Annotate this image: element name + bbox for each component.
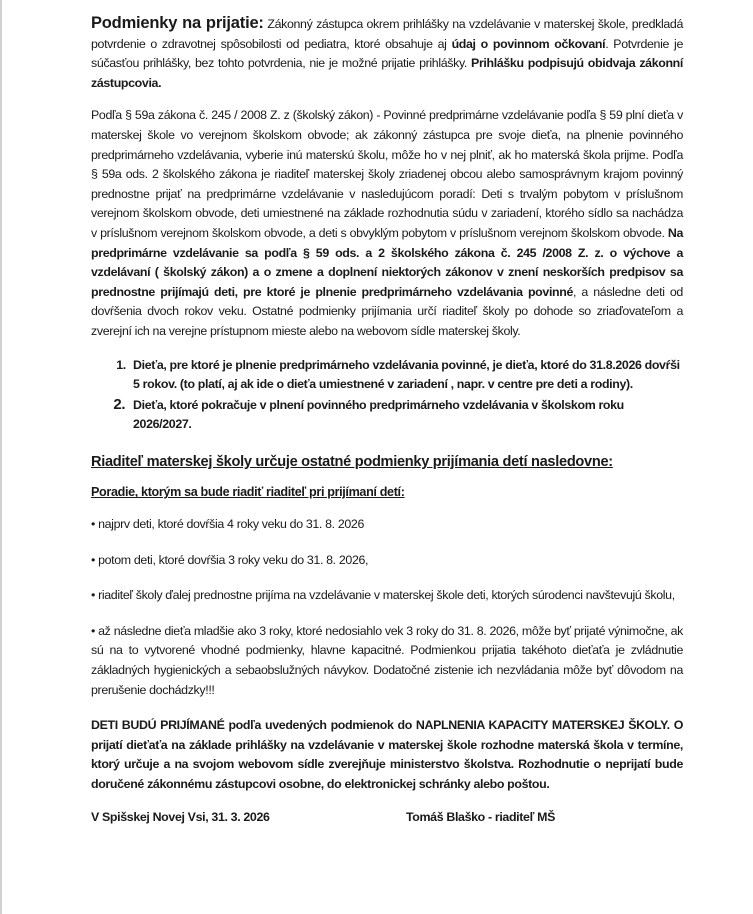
legal-bold-text: Na predprimárne vzdelávanie sa podľa § 59 ods. a 2 školského zákona č. 245 /2008 Z. z. o výchove a vzdelávaní ( školský zákon) a o zmene a doplnení niektorých zákonov v znení neskorších predpisov sa prednostne prijímajú deti, pre ktoré je plnenie predprimárneho vzdelávania povinné xyxy=(91,225,683,299)
signature: Tomáš Blaško - riaditeľ MŠ xyxy=(406,809,555,824)
place-date: V Spišskej Novej Vsi, 31. 3. 2026 xyxy=(91,809,270,824)
bullet-item: • riaditeľ školy ďalej prednostne prijíma na vzdelávanie v materskej škole deti, ktorých súrodenci navštevujú školu, xyxy=(91,588,675,603)
mandatory-children-list xyxy=(91,356,683,435)
document-page xyxy=(91,14,683,827)
list-item: 1. Dieťa, pre ktoré je plnenie predprimárneho vzdelávania povinné, je dieťa, ktoré do 31.8.2026 dovŕši 5 rokov. (to platí, aj ak ide o dieťa umiestnené v zariadení , napr. v centre pre deti a rodiny). xyxy=(129,356,683,395)
bullet-item: • najprv deti, ktoré dovŕšia 4 roky veku do 31. 8. 2026 xyxy=(91,517,364,532)
document-footer xyxy=(91,808,683,828)
page-left-border xyxy=(0,0,2,914)
intro-paragraph: Podmienky na prijatie: Zákonný zástupca okrem prihlášky na vzdelávanie v materskej škole, predkladá potvrdenie o zdravotnej spôsobilosti od pediatra, ktoré obsahuje aj údaj o povinnom očkovaní. Potvrdenie je súčasťou prihlášky, bez tohto potvrdenia, nie je možné prijatie prihlášky. Prihlášku podpisujú obidvaja zákonní zástupcovia. xyxy=(91,14,683,90)
legal-paragraph: Podľa § 59a zákona č. 245 / 2008 Z. z (školský zákon) - Povinné predprimárne vzdelávanie podľa § 59 plní dieťa v materskej škole vo verejnom školskom obvode; ak zákonný zástupca pre svoje dieťa, na plnenie povinného predprimárneho vzdelávania, vyberie inú materskú školu, môže ho v nej plniť, ak ho materská škola prijme. Podľa § 59a ods. 2 školského zákona je riaditeľ materskej školy zriadenej obcou alebo samosprávnym krajom povinný prednostne prijať na predprimárne vzdelávanie v nasledujúcom poradí: Deti s trvalým pobytom v príslušnom verejnom školskom obvode, deti umiestnené na základe rozhodnutia súdu v zariadení, ktorého sídlo sa nachádza v príslušnom verejnom školskom obvode, a deti s obvyklým pobytom v príslušnom verejnom školskom obvode. Na predprimárne vzdelávanie sa podľa § 59 ods. a 2 školského zákona č. 245 /2008 Z. z. o výchove a vzdelávaní ( školský zákon) a o zmene a doplnení niektorých zákonov v znení neskorších predpisov sa prednostne prijímajú deti, pre ktoré je plnenie predprimárneho vzdelávania povinné, a následne deti od dovŕšenia dvoch rokov veku. Ostatné podmienky prijímania určí riaditeľ školy po dohode so zriaďovateľom a zverejní ich na verejne prístupnom mieste alebo na webovom sídle materskej školy. xyxy=(91,108,683,338)
section-subheading: Poradie, ktorým sa bude riadiť riaditeľ pri prijímaní detí: xyxy=(91,485,405,500)
bullet-item: • až následne dieťa mladšie ako 3 roky, ktoré nedosiahlo vek 3 roky do 31. 8. 2026, môže byť prijaté výnimočne, ak sú na to vytvorené vhodné podmienky, hlavne kapacitné. Podmienkou prijatia takéhoto dieťaťa je zvládnutie základných hygienických a sebaobslužných návykov. Dodatočné zistenie ich nezvládania môže byť dôvodom na prerušenie dochádzky!!! xyxy=(91,623,683,697)
vaccination-note: údaj o povinnom očkovaní xyxy=(451,36,606,51)
intro-title: Podmienky na prijatie: xyxy=(91,14,264,32)
bullet-item: • potom deti, ktoré dovŕšia 3 roky veku do 31. 8. 2026, xyxy=(91,552,369,567)
closing-paragraph: DETI BUDÚ PRIJÍMANÉ podľa uvedených podmienok do NAPLNENIA KAPACITY MATERSKEJ ŠKOLY. O prijatí dieťaťa na základe prihlášky na vzdelávanie v materskej škole rozhodne materská škola v termíne, ktorý určuje a na svojom webovom sídle zverejňuje ministerstvo školstva. Rozhodnutie o neprijatí bude doručené zákonnému zástupcovi osobne, do elektronickej schránky alebo poštou. xyxy=(91,718,683,791)
list-item: 2. Dieťa, ktoré pokračuje v plnení povinného predprimárneho vzdelávania v školskom roku 2026/2027. xyxy=(129,395,683,435)
section-heading: Riaditeľ materskej školy určuje ostatné podmienky prijímania detí nasledovne: xyxy=(91,453,613,470)
signature-note: Prihlášku podpisujú obidvaja zákonní zástupcovia. xyxy=(91,56,683,90)
